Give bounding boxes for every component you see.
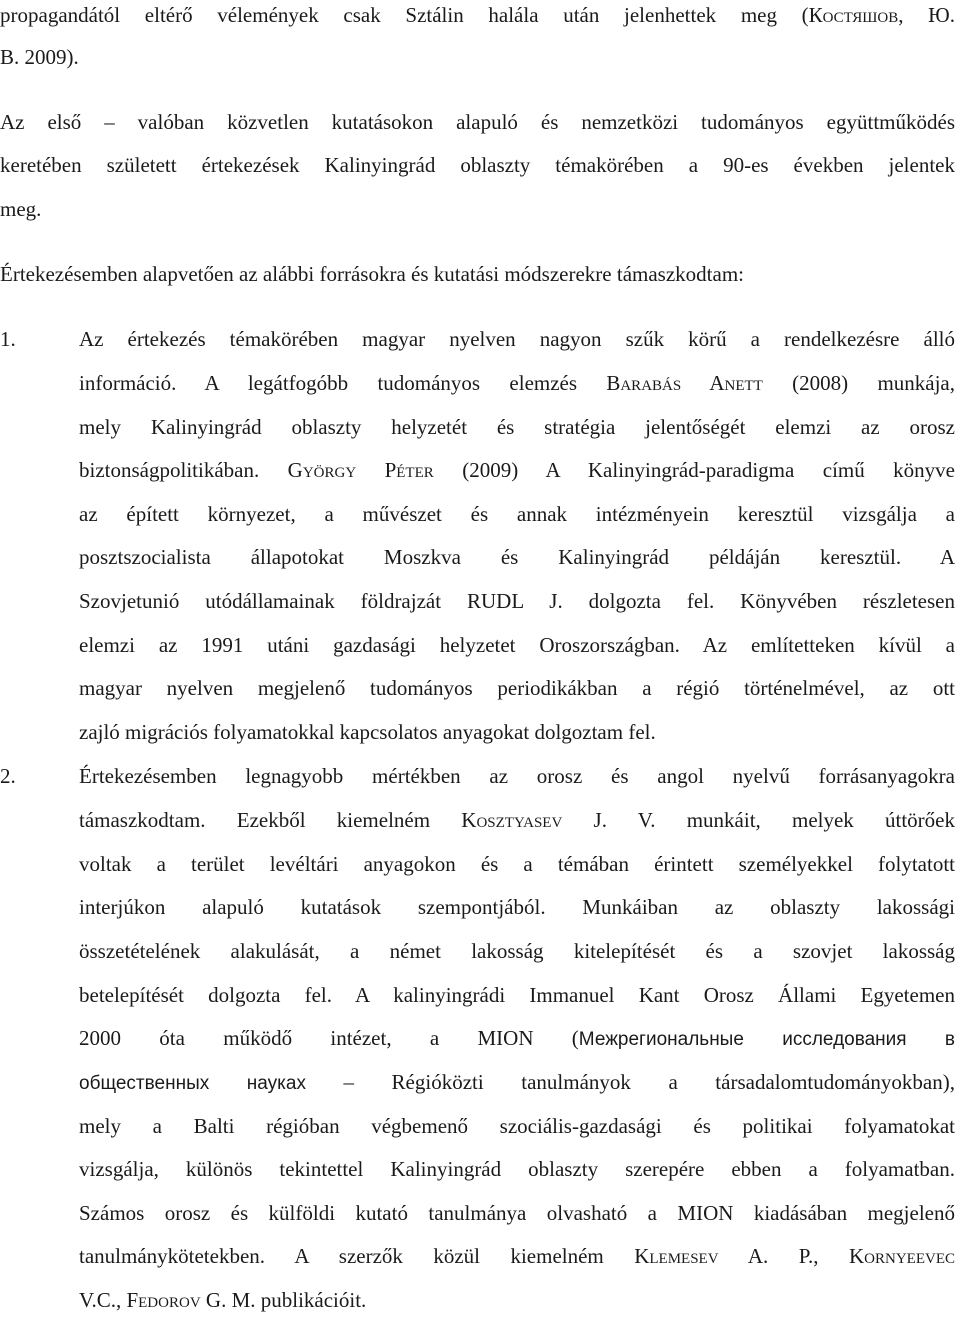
text-line <box>0 0 955 30</box>
text-line <box>79 586 955 616</box>
text-run: magyar nyelven megjelenő tudományos periodikákban a régió történelmével, az ott <box>79 676 955 700</box>
text-run: mely Kalinyingrád oblaszty helyzetét és stratégia jelentőségét elemzi az orosz <box>79 415 955 439</box>
text-line <box>79 761 955 791</box>
text-run: 2000 óta működő intézet, a MION ( <box>79 1026 579 1050</box>
text-run: Értekezésemben legnagyobb mértékben az orosz és angol nyelvű forrásanyagokra <box>79 764 955 788</box>
author-name: Костяшов, Ю. <box>808 3 955 27</box>
text-line <box>79 1023 955 1053</box>
text-line <box>79 849 955 879</box>
text-run: (2009) A Kalinyingrád-paradigma című könyve <box>433 458 955 482</box>
text-run: posztszocialista állapotokat Moszkva és Kalinyingrád példáján keresztül. A <box>79 545 955 569</box>
text-line <box>79 980 955 1010</box>
text-run: V.C., <box>79 1288 127 1312</box>
text-line <box>79 1067 955 1097</box>
text-line <box>79 630 955 660</box>
author-name: Fedorov <box>126 1288 201 1312</box>
text-run: zajló migrációs folyamatokkal kapcsolatos anyagokat dolgoztam fel. <box>79 720 656 744</box>
russian-text: общественных науках <box>79 1073 306 1094</box>
text-run: (2008) munkája, <box>762 371 955 395</box>
text-line <box>79 1154 955 1184</box>
author-name: Barabás Anett <box>606 371 763 395</box>
author-name: Kornyeevec <box>849 1244 956 1268</box>
russian-text: Межрегиональные исследования в <box>578 1029 955 1050</box>
text-run: Az értekezés témakörében magyar nyelven nagyon szűk körű a rendelkezésre álló <box>79 327 955 351</box>
author-name: Klemesev <box>634 1244 719 1268</box>
list-marker: 1. <box>0 327 16 351</box>
text-run: interjúkon alapuló kutatások szempontjából. Munkáiban az oblaszty lakossági <box>79 895 955 919</box>
text-line <box>79 368 955 398</box>
author-name: György Péter <box>287 458 434 482</box>
text-run: elemzi az 1991 utáni gazdasági helyzetet Oroszországban. Az említetteken kívül a <box>79 633 955 657</box>
list-marker: 2. <box>0 764 16 788</box>
text-line <box>79 542 955 572</box>
text-line <box>79 499 955 529</box>
text-line <box>79 412 955 442</box>
text-line <box>79 324 955 354</box>
text-run: betelepítését dolgozta fel. A kalinyingrádi Immanuel Kant Orosz Állami Egyetemen <box>79 983 955 1007</box>
text-line <box>79 455 955 485</box>
text-run: keretében született értekezések Kalinyingrád oblaszty témakörében a 90-es években jelentek <box>0 153 955 177</box>
text-run: B. 2009). <box>0 45 79 69</box>
text-run: mely a Balti régióban végbemenő szociális-gazdasági és politikai folyamatokat <box>79 1114 955 1138</box>
text-line <box>79 1111 955 1141</box>
text-line <box>79 1241 955 1271</box>
text-line <box>0 107 955 137</box>
text-line <box>0 150 955 180</box>
text-run: Számos orosz és külföldi kutató tanulmánya olvasható a MION kiadásában megjelenő <box>79 1201 955 1225</box>
author-name: Kosztyasev <box>461 808 563 832</box>
text-line <box>79 1198 955 1228</box>
text-run: voltak a terület levéltári anyagokon és a témában érintett személyekkel folytatott <box>79 852 955 876</box>
text-run: Szovjetunió utódállamainak földrajzát RUDL J. dolgozta fel. Könyvében részletesen <box>79 589 955 613</box>
text-run: Az első – valóban közvetlen kutatásokon alapuló és nemzetközi tudományos együttműködés <box>0 110 955 134</box>
text-line <box>79 673 955 703</box>
text-line <box>79 936 955 966</box>
text-run: – Régióközti tanulmányok a társadalomtudományokban), <box>305 1070 955 1094</box>
text-line <box>0 259 955 289</box>
text-line <box>79 892 955 922</box>
text-run: támaszkodtam. Ezekből kiemelném <box>79 808 462 832</box>
text-run: az épített környezet, a művészet és annak intézményein keresztül vizsgálja a <box>79 502 955 526</box>
text-run: J. V. munkáit, melyek úttörőek <box>562 808 955 832</box>
text-line <box>0 194 955 224</box>
text-run: propagandától eltérő vélemények csak Sztálin halála után jelenhettek meg ( <box>0 3 809 27</box>
text-run: G. M. publikációit. <box>200 1288 367 1312</box>
text-run: vizsgálja, különös tekintettel Kalinyingrád oblaszty szerepére ebben a folyamatban. <box>79 1157 955 1181</box>
text-run: tanulmánykötetekben. A szerzők közül kiemelném <box>79 1244 635 1268</box>
text-run: biztonságpolitikában. <box>79 458 288 482</box>
text-run: A. P., <box>718 1244 850 1268</box>
text-run: meg. <box>0 197 42 221</box>
text-run: összetételének alakulását, a német lakosság kitelepítését és a szovjet lakosság <box>79 939 955 963</box>
text-line <box>0 42 955 72</box>
text-line <box>79 805 955 835</box>
text-run: információ. A legátfogóbb tudományos elemzés <box>79 371 607 395</box>
text-line <box>79 717 955 747</box>
text-line <box>79 1285 955 1315</box>
text-run: Értekezésemben alapvetően az alábbi forrásokra és kutatási módszerekre támaszkodtam: <box>0 262 744 286</box>
